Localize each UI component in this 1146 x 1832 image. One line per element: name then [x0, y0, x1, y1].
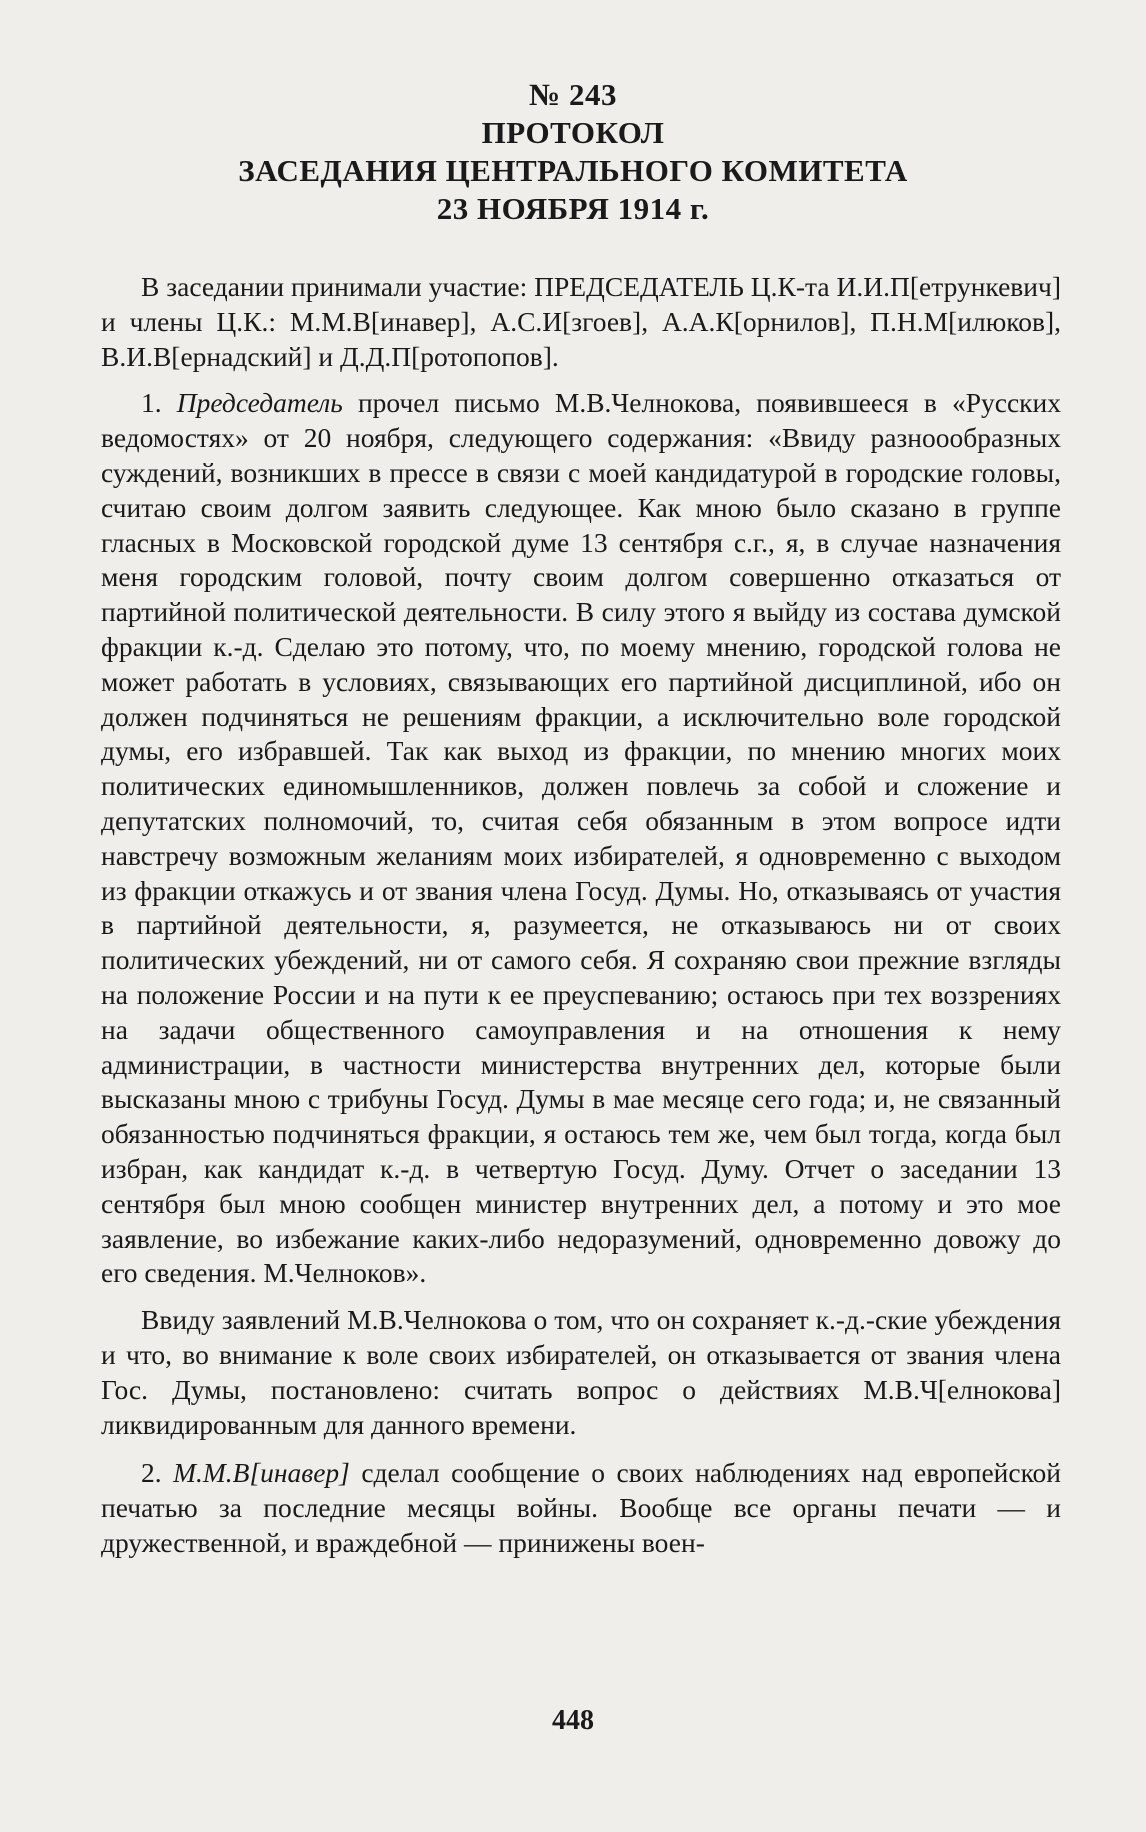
document-header	[0, 76, 1146, 228]
item-1-text: прочел письмо М.В.Челнокова, появившееся в «Русских ведомостях» от 20 ноября, следующего содержания: «Ввиду разноообразных суждений, возникших в прессе в связи с моей кандидатурой в городские головы, считаю своим долгом заявить следующее. Как мною было сказано в группе гласных в Московской городской думе 13 сентября с.г., я, в случае назначения меня городским головой, почту своим долгом совершенно отказаться от партийной политической деятельности. В силу этого я выйду из состава думской фракции к.-д. Сделаю это потому, что, по моему мнению, городской голова не может работать в условиях, связывающих его партийной дисциплиной, ибо он должен подчиняться не решениям фракции, а исключительно воле городской думы, его избравшей. Так как выход из фракции, по мнению многих моих политических единомышленников, должен повлечь за собой и сложение и депутатских полномочий, то, считая себя обязанным в этом вопросе идти навстречу возможным желаниям моих избирателей, я одновременно с выходом из фракции откажусь и от звания члена Госуд. Думы. Но, отказываясь от участия в партийной деятельности, я, разумеется, не отказываюсь ни от своих политических убеждений, ни от самого себя. Я сохраняю свои прежние взгляды на положение России и на пути к ее преуспеванию; остаюсь при тех воззрениях на задачи общественного самоуправления и на отношения к нему администрации, в частности министерства внутренних дел, которые были высказаны мною с трибуны Госуд. Думы в мае месяце сего года; и, не связанный обязанностью подчиняться фракции, я остаюсь тем же, чем был тогда, когда был избран, как кандидат к.-д. в четвертую Госуд. Думу. Отчет о заседании 13 сентября был мною сообщен министер внутренних дел, а потому и это мое заявление, во избежание каких-либо недоразумений, одновременно довожу до его сведения. М.Челноков».	[101, 387, 1062, 1289]
document-body	[101, 270, 1061, 1561]
item-2-text: сделал сообщение о своих наблюдениях над европейской печатью за последние месяцы войны. Вообще все органы печати — и дружественной, и враждебной — принижены воен-	[101, 1457, 1062, 1558]
item-2-number: 2.	[141, 1457, 162, 1489]
document-title: ПРОТОКОЛ	[481, 115, 665, 150]
document-number: № 243	[529, 77, 617, 112]
page-number: 448	[552, 1705, 594, 1736]
item-1-number: 1.	[141, 387, 162, 419]
document-subtitle: ЗАСЕДАНИЯ ЦЕНТРАЛЬНОГО КОМИТЕТА	[238, 153, 908, 188]
item-1-speaker: Председатель	[176, 387, 343, 419]
item-2-speaker: М.М.В[инавер]	[173, 1457, 350, 1489]
participants-paragraph: В заседании принимали участие: ПРЕДСЕДАТЕЛЬ Ц.К-та И.И.П[етрункевич] и члены Ц.К.: М.М.В[инавер], А.С.И[згоев], А.А.К[орнилов], П.Н.М[илюков], В.И.В[ернадский] и Д.Д.П[ротопопов].	[101, 271, 1061, 372]
item-2-paragraph	[101, 1456, 1061, 1560]
item-1-paragraph	[101, 386, 1061, 1291]
resolution-paragraph: Ввиду заявлений М.В.Челнокова о том, что он сохраняет к.-д.-ские убеждения и что, во внимание к воле своих избирателей, он отказывается от звания члена Гос. Думы, постановлено: считать вопрос о действиях М.В.Ч[елнокова] ликвидированным для данного времени.	[101, 1304, 1061, 1440]
document-date: 23 НОЯБРЯ 1914 г.	[436, 191, 710, 226]
